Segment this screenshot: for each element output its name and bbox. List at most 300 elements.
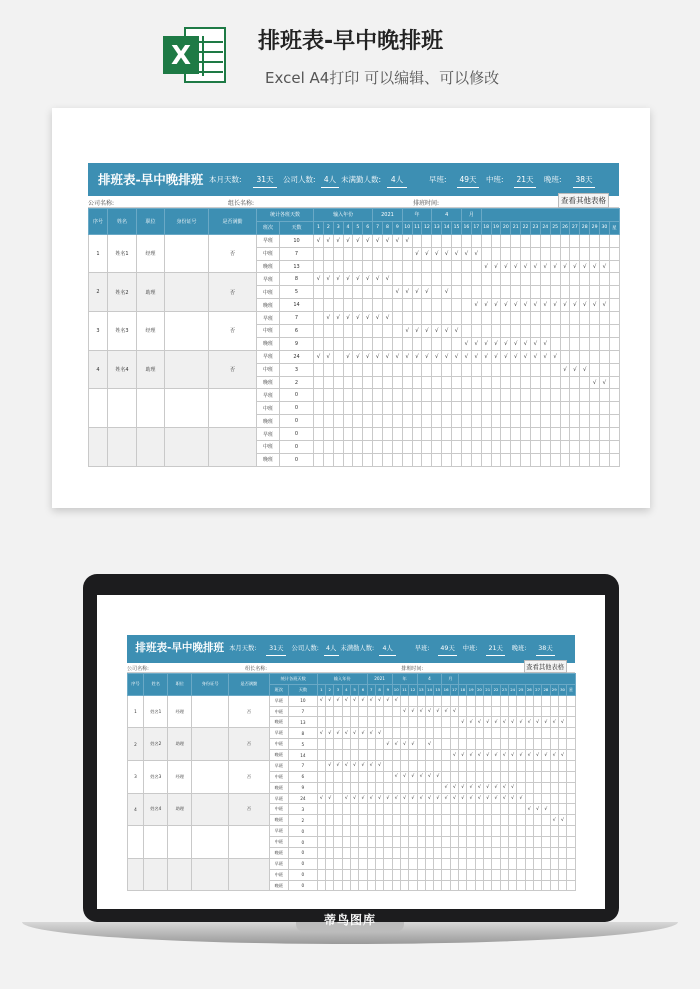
day-cell[interactable] <box>333 350 343 363</box>
day-cell[interactable] <box>492 837 500 848</box>
day-cell[interactable] <box>450 771 458 782</box>
day-cell[interactable] <box>452 234 462 247</box>
day-cell[interactable] <box>384 804 392 815</box>
day-cell[interactable] <box>343 260 353 273</box>
day-cell[interactable] <box>383 389 393 402</box>
day-cell[interactable] <box>530 428 540 441</box>
day-cell[interactable] <box>540 441 550 454</box>
day-cell[interactable] <box>314 260 324 273</box>
day-cell[interactable] <box>509 695 517 706</box>
day-cell[interactable] <box>392 858 400 869</box>
day-cell[interactable]: √ <box>540 337 550 350</box>
day-cell[interactable] <box>367 869 375 880</box>
day-cell[interactable] <box>471 312 481 325</box>
day-cell[interactable] <box>392 717 400 728</box>
day-cell[interactable]: √ <box>521 299 531 312</box>
day-cell[interactable]: √ <box>540 350 550 363</box>
day-cell[interactable] <box>326 717 334 728</box>
day-cell[interactable] <box>342 804 350 815</box>
day-cell[interactable] <box>373 247 383 260</box>
day-cell[interactable] <box>392 782 400 793</box>
day-cell[interactable]: √ <box>412 350 422 363</box>
day-cell[interactable] <box>323 337 333 350</box>
day-cell[interactable] <box>384 750 392 761</box>
day-cell[interactable] <box>558 837 566 848</box>
day-cell[interactable] <box>432 299 442 312</box>
day-cell[interactable] <box>521 389 531 402</box>
day-cell[interactable] <box>530 415 540 428</box>
day-cell[interactable] <box>353 247 363 260</box>
day-cell[interactable]: √ <box>425 739 433 750</box>
day-cell[interactable] <box>326 706 334 717</box>
day-cell[interactable] <box>384 815 392 826</box>
day-cell[interactable] <box>442 858 450 869</box>
day-cell[interactable] <box>533 793 541 804</box>
day-cell[interactable] <box>558 826 566 837</box>
day-cell[interactable] <box>461 260 471 273</box>
day-cell[interactable] <box>540 325 550 338</box>
day-cell[interactable] <box>590 441 600 454</box>
day-cell[interactable] <box>511 428 521 441</box>
day-cell[interactable] <box>373 453 383 466</box>
day-cell[interactable] <box>509 739 517 750</box>
day-cell[interactable] <box>570 389 580 402</box>
day-cell[interactable] <box>509 760 517 771</box>
day-cell[interactable] <box>326 858 334 869</box>
day-cell[interactable] <box>417 858 425 869</box>
day-cell[interactable] <box>600 312 610 325</box>
day-cell[interactable] <box>540 286 550 299</box>
day-cell[interactable] <box>500 880 508 891</box>
day-cell[interactable]: √ <box>580 260 590 273</box>
day-cell[interactable]: √ <box>558 750 566 761</box>
day-cell[interactable] <box>432 428 442 441</box>
day-cell[interactable] <box>434 728 442 739</box>
day-cell[interactable] <box>442 815 450 826</box>
day-cell[interactable] <box>600 234 610 247</box>
day-cell[interactable] <box>343 402 353 415</box>
day-cell[interactable] <box>570 325 580 338</box>
day-cell[interactable] <box>409 847 417 858</box>
day-cell[interactable] <box>467 826 475 837</box>
day-cell[interactable] <box>417 815 425 826</box>
day-cell[interactable] <box>459 695 467 706</box>
day-cell[interactable] <box>350 837 358 848</box>
day-cell[interactable] <box>425 760 433 771</box>
day-cell[interactable] <box>343 441 353 454</box>
day-cell[interactable] <box>314 441 324 454</box>
day-cell[interactable] <box>609 363 619 376</box>
day-cell[interactable] <box>350 750 358 761</box>
day-cell[interactable] <box>326 771 334 782</box>
day-cell[interactable] <box>450 837 458 848</box>
day-cell[interactable] <box>375 739 383 750</box>
day-cell[interactable] <box>432 441 442 454</box>
day-cell[interactable] <box>492 706 500 717</box>
day-cell[interactable] <box>609 273 619 286</box>
day-cell[interactable] <box>533 826 541 837</box>
day-cell[interactable] <box>452 376 462 389</box>
day-cell[interactable] <box>350 706 358 717</box>
day-cell[interactable] <box>425 750 433 761</box>
day-cell[interactable] <box>600 273 610 286</box>
day-cell[interactable] <box>530 441 540 454</box>
day-cell[interactable] <box>511 312 521 325</box>
day-cell[interactable] <box>475 804 483 815</box>
day-cell[interactable] <box>542 837 550 848</box>
day-cell[interactable] <box>525 869 533 880</box>
day-cell[interactable] <box>590 325 600 338</box>
day-cell[interactable] <box>442 312 452 325</box>
day-cell[interactable] <box>326 782 334 793</box>
day-cell[interactable] <box>525 826 533 837</box>
day-cell[interactable] <box>580 337 590 350</box>
day-cell[interactable] <box>353 453 363 466</box>
day-cell[interactable] <box>363 260 373 273</box>
day-cell[interactable] <box>334 815 342 826</box>
day-cell[interactable] <box>314 453 324 466</box>
day-cell[interactable] <box>609 325 619 338</box>
day-cell[interactable] <box>600 415 610 428</box>
day-cell[interactable]: √ <box>452 325 462 338</box>
day-cell[interactable] <box>570 286 580 299</box>
day-cell[interactable] <box>343 363 353 376</box>
day-cell[interactable] <box>384 826 392 837</box>
day-cell[interactable]: √ <box>517 717 525 728</box>
employee-name[interactable]: 姓名2 <box>108 273 137 312</box>
day-cell[interactable]: √ <box>363 273 373 286</box>
day-cell[interactable]: √ <box>570 299 580 312</box>
day-cell[interactable] <box>432 415 442 428</box>
day-cell[interactable] <box>533 771 541 782</box>
employee-position[interactable]: 助理 <box>168 728 192 761</box>
day-cell[interactable] <box>500 847 508 858</box>
day-cell[interactable] <box>402 402 412 415</box>
day-cell[interactable]: √ <box>484 717 492 728</box>
day-cell[interactable] <box>373 389 383 402</box>
day-cell[interactable] <box>334 837 342 848</box>
day-cell[interactable] <box>314 363 324 376</box>
day-cell[interactable] <box>461 299 471 312</box>
day-cell[interactable]: √ <box>375 793 383 804</box>
day-cell[interactable] <box>402 389 412 402</box>
day-cell[interactable] <box>484 728 492 739</box>
day-cell[interactable] <box>558 739 566 750</box>
day-cell[interactable] <box>492 804 500 815</box>
day-cell[interactable] <box>442 750 450 761</box>
day-cell[interactable] <box>491 273 501 286</box>
day-cell[interactable] <box>442 453 452 466</box>
day-cell[interactable]: √ <box>375 760 383 771</box>
day-cell[interactable]: √ <box>343 234 353 247</box>
day-cell[interactable] <box>417 717 425 728</box>
day-cell[interactable] <box>392 441 402 454</box>
day-cell[interactable]: √ <box>422 286 432 299</box>
day-cell[interactable] <box>580 428 590 441</box>
employee-position[interactable]: 经理 <box>137 234 165 273</box>
day-cell[interactable]: √ <box>367 793 375 804</box>
day-cell[interactable] <box>417 728 425 739</box>
day-cell[interactable] <box>509 858 517 869</box>
day-cell[interactable] <box>525 695 533 706</box>
day-cell[interactable] <box>402 299 412 312</box>
day-cell[interactable] <box>450 880 458 891</box>
day-cell[interactable]: √ <box>400 739 408 750</box>
day-cell[interactable] <box>467 728 475 739</box>
day-cell[interactable] <box>402 441 412 454</box>
day-cell[interactable]: √ <box>501 299 511 312</box>
day-cell[interactable] <box>491 286 501 299</box>
day-cell[interactable] <box>511 363 521 376</box>
day-cell[interactable] <box>521 453 531 466</box>
day-cell[interactable]: √ <box>521 337 531 350</box>
day-cell[interactable]: √ <box>353 350 363 363</box>
day-cell[interactable] <box>567 771 575 782</box>
day-cell[interactable] <box>343 389 353 402</box>
day-cell[interactable] <box>326 815 334 826</box>
day-cell[interactable] <box>342 782 350 793</box>
day-cell[interactable] <box>521 286 531 299</box>
day-cell[interactable] <box>459 837 467 848</box>
day-cell[interactable] <box>383 247 393 260</box>
day-cell[interactable] <box>461 325 471 338</box>
day-cell[interactable] <box>375 717 383 728</box>
day-cell[interactable] <box>363 337 373 350</box>
day-cell[interactable] <box>367 706 375 717</box>
day-cell[interactable] <box>481 389 491 402</box>
day-cell[interactable] <box>343 286 353 299</box>
day-cell[interactable]: √ <box>359 760 367 771</box>
day-cell[interactable] <box>525 815 533 826</box>
day-cell[interactable] <box>525 706 533 717</box>
day-cell[interactable] <box>459 869 467 880</box>
employee-name[interactable] <box>144 858 168 891</box>
day-cell[interactable] <box>533 739 541 750</box>
day-cell[interactable] <box>392 415 402 428</box>
day-cell[interactable]: √ <box>350 793 358 804</box>
day-cell[interactable]: √ <box>425 771 433 782</box>
day-cell[interactable] <box>530 389 540 402</box>
employee-position[interactable] <box>168 858 192 891</box>
day-cell[interactable]: √ <box>459 793 467 804</box>
day-cell[interactable] <box>475 880 483 891</box>
day-cell[interactable] <box>359 782 367 793</box>
day-cell[interactable]: √ <box>375 728 383 739</box>
day-cell[interactable] <box>425 858 433 869</box>
day-cell[interactable] <box>609 428 619 441</box>
day-cell[interactable] <box>450 826 458 837</box>
day-cell[interactable]: √ <box>450 706 458 717</box>
day-cell[interactable] <box>359 706 367 717</box>
day-cell[interactable]: √ <box>363 350 373 363</box>
day-cell[interactable] <box>590 428 600 441</box>
day-cell[interactable] <box>323 299 333 312</box>
day-cell[interactable] <box>560 286 570 299</box>
day-cell[interactable] <box>317 826 325 837</box>
day-cell[interactable] <box>450 717 458 728</box>
day-cell[interactable] <box>558 869 566 880</box>
day-cell[interactable] <box>432 286 442 299</box>
day-cell[interactable] <box>459 847 467 858</box>
day-cell[interactable]: √ <box>511 350 521 363</box>
day-cell[interactable] <box>367 847 375 858</box>
day-cell[interactable] <box>422 402 432 415</box>
day-cell[interactable] <box>422 441 432 454</box>
day-cell[interactable] <box>412 363 422 376</box>
day-cell[interactable] <box>590 312 600 325</box>
day-cell[interactable] <box>317 717 325 728</box>
day-cell[interactable] <box>367 750 375 761</box>
day-cell[interactable] <box>530 325 540 338</box>
day-cell[interactable] <box>452 312 462 325</box>
day-cell[interactable] <box>412 337 422 350</box>
day-cell[interactable] <box>491 376 501 389</box>
day-cell[interactable] <box>550 273 560 286</box>
day-cell[interactable] <box>422 376 432 389</box>
day-cell[interactable] <box>450 728 458 739</box>
day-cell[interactable] <box>484 804 492 815</box>
day-cell[interactable] <box>570 453 580 466</box>
day-cell[interactable] <box>491 363 501 376</box>
day-cell[interactable] <box>373 441 383 454</box>
day-cell[interactable] <box>501 247 511 260</box>
month-input[interactable]: 4 <box>417 673 442 684</box>
day-cell[interactable] <box>550 782 558 793</box>
day-cell[interactable]: √ <box>442 706 450 717</box>
day-cell[interactable]: √ <box>459 717 467 728</box>
day-cell[interactable] <box>425 728 433 739</box>
day-cell[interactable] <box>484 858 492 869</box>
day-cell[interactable] <box>570 376 580 389</box>
day-cell[interactable] <box>392 428 402 441</box>
day-cell[interactable] <box>491 453 501 466</box>
day-cell[interactable]: √ <box>314 350 324 363</box>
day-cell[interactable] <box>417 826 425 837</box>
day-cell[interactable] <box>580 247 590 260</box>
day-cell[interactable] <box>540 402 550 415</box>
day-cell[interactable] <box>560 415 570 428</box>
day-cell[interactable] <box>359 771 367 782</box>
day-cell[interactable] <box>452 260 462 273</box>
day-cell[interactable] <box>525 847 533 858</box>
day-cell[interactable] <box>550 695 558 706</box>
day-cell[interactable] <box>363 402 373 415</box>
day-cell[interactable] <box>521 312 531 325</box>
day-cell[interactable] <box>392 880 400 891</box>
day-cell[interactable] <box>384 847 392 858</box>
day-cell[interactable]: √ <box>326 760 334 771</box>
day-cell[interactable] <box>422 389 432 402</box>
day-cell[interactable] <box>481 428 491 441</box>
day-cell[interactable] <box>471 286 481 299</box>
day-cell[interactable] <box>442 760 450 771</box>
day-cell[interactable] <box>402 312 412 325</box>
day-cell[interactable] <box>392 804 400 815</box>
day-cell[interactable]: √ <box>484 750 492 761</box>
day-cell[interactable] <box>521 415 531 428</box>
day-cell[interactable] <box>567 826 575 837</box>
day-cell[interactable]: √ <box>525 717 533 728</box>
day-cell[interactable] <box>500 858 508 869</box>
day-cell[interactable]: √ <box>475 793 483 804</box>
day-cell[interactable] <box>567 717 575 728</box>
day-cell[interactable] <box>334 880 342 891</box>
day-cell[interactable] <box>560 273 570 286</box>
day-cell[interactable] <box>384 706 392 717</box>
day-cell[interactable] <box>375 782 383 793</box>
day-cell[interactable]: √ <box>500 793 508 804</box>
day-cell[interactable] <box>425 804 433 815</box>
day-cell[interactable] <box>590 273 600 286</box>
day-cell[interactable] <box>609 350 619 363</box>
day-cell[interactable]: √ <box>422 247 432 260</box>
day-cell[interactable]: √ <box>450 782 458 793</box>
day-cell[interactable] <box>392 299 402 312</box>
day-cell[interactable]: √ <box>511 299 521 312</box>
day-cell[interactable] <box>558 847 566 858</box>
day-cell[interactable] <box>542 815 550 826</box>
day-cell[interactable] <box>422 453 432 466</box>
day-cell[interactable] <box>342 837 350 848</box>
day-cell[interactable] <box>392 760 400 771</box>
day-cell[interactable] <box>600 453 610 466</box>
day-cell[interactable] <box>550 247 560 260</box>
day-cell[interactable] <box>442 415 452 428</box>
day-cell[interactable]: √ <box>409 706 417 717</box>
day-cell[interactable] <box>492 880 500 891</box>
day-cell[interactable] <box>475 706 483 717</box>
day-cell[interactable] <box>459 728 467 739</box>
day-cell[interactable] <box>342 739 350 750</box>
day-cell[interactable] <box>373 299 383 312</box>
day-cell[interactable]: √ <box>402 325 412 338</box>
day-cell[interactable]: √ <box>314 273 324 286</box>
day-cell[interactable] <box>580 441 590 454</box>
day-cell[interactable]: √ <box>467 750 475 761</box>
day-cell[interactable] <box>317 739 325 750</box>
day-cell[interactable] <box>333 247 343 260</box>
day-cell[interactable] <box>383 299 393 312</box>
day-cell[interactable]: √ <box>400 771 408 782</box>
day-cell[interactable] <box>471 389 481 402</box>
day-cell[interactable] <box>550 363 560 376</box>
day-cell[interactable] <box>560 312 570 325</box>
day-cell[interactable] <box>500 837 508 848</box>
day-cell[interactable] <box>367 739 375 750</box>
day-cell[interactable]: √ <box>542 804 550 815</box>
day-cell[interactable] <box>359 750 367 761</box>
day-cell[interactable] <box>560 234 570 247</box>
day-cell[interactable]: √ <box>570 260 580 273</box>
day-cell[interactable] <box>450 695 458 706</box>
day-cell[interactable]: √ <box>392 739 400 750</box>
day-cell[interactable] <box>317 782 325 793</box>
day-cell[interactable] <box>590 247 600 260</box>
day-cell[interactable] <box>409 760 417 771</box>
day-cell[interactable] <box>580 325 590 338</box>
day-cell[interactable] <box>475 837 483 848</box>
day-cell[interactable] <box>530 363 540 376</box>
day-cell[interactable] <box>334 771 342 782</box>
day-cell[interactable] <box>533 706 541 717</box>
day-cell[interactable]: √ <box>342 695 350 706</box>
day-cell[interactable] <box>425 847 433 858</box>
day-cell[interactable] <box>434 695 442 706</box>
day-cell[interactable] <box>511 273 521 286</box>
employee-id[interactable] <box>192 793 229 826</box>
day-cell[interactable] <box>600 441 610 454</box>
day-cell[interactable] <box>392 312 402 325</box>
